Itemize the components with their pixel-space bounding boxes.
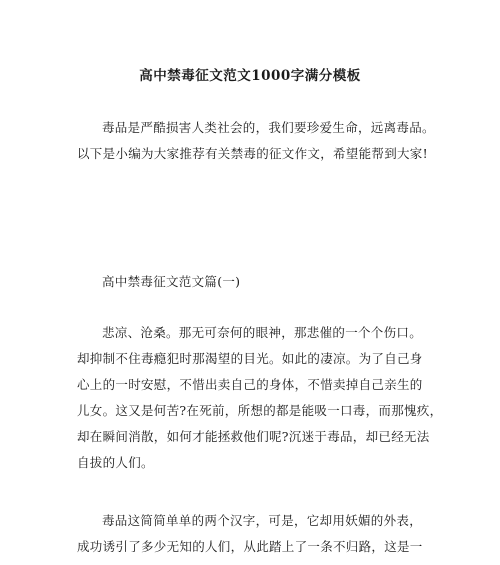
- intro-line: 以下是小编为大家推荐有关禁毒的征文作文，希望能帮到大家!: [77, 146, 428, 161]
- intro-line: 毒品是严酷损害人类社会的，我们要珍爱生命，远离毒品。: [102, 120, 435, 135]
- document-title: 高中禁毒征文范文1000字满分模板: [139, 68, 361, 84]
- section-heading: 高中禁毒征文范文篇(一): [102, 274, 241, 289]
- body-paragraph-1: [77, 320, 443, 476]
- body-paragraph-2: [77, 508, 437, 560]
- intro-paragraph: [77, 115, 437, 167]
- paragraph-line: 悲凉、沧桑。那无可奈何的眼神，那悲催的一个个伤口。: [102, 325, 423, 340]
- paragraph-line: 儿女。这又是何苦?在死前，所想的都是能吸一口毒，而那愧疚，: [77, 403, 443, 418]
- paragraph-line: 却在瞬间消散，如何才能拯救他们呢?沉迷于毒品，却已经无法: [77, 429, 430, 444]
- paragraph-line: 自拔的人们。: [77, 455, 154, 470]
- paragraph-line: 成功诱引了多少无知的人们，从此踏上了一条不归路，这是一: [77, 539, 423, 554]
- paragraph-line: 却抑制不住毒瘾犯时那渴望的目光。如此的凄凉。为了自己身: [77, 351, 423, 366]
- paragraph-line: 心上的一时安慰，不惜出卖自己的身体，不惜卖掉自己亲生的: [77, 377, 423, 392]
- paragraph-line: 毒品这简简单单的两个汉字，可是，它却用妖媚的外表，: [102, 513, 423, 528]
